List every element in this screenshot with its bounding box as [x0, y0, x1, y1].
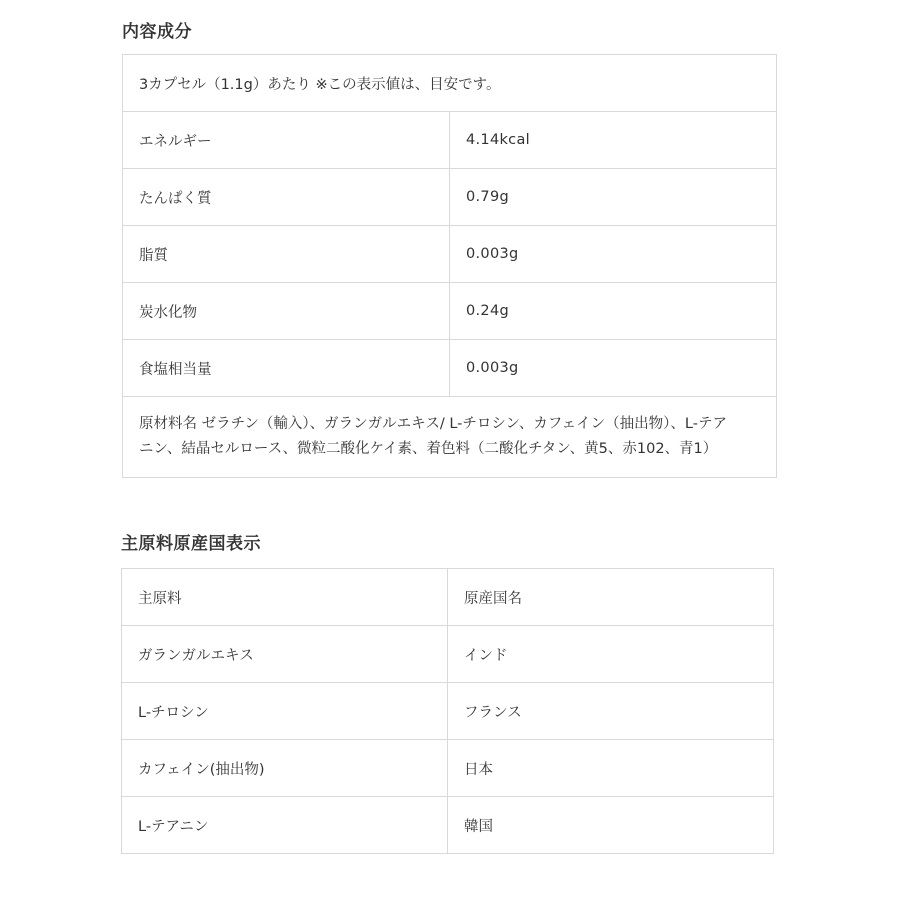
origin-material: L-チロシン: [122, 683, 448, 740]
origin-country: インド: [448, 626, 774, 683]
origin-row: [122, 797, 774, 854]
ingredients-line: 原材料名 ゼラチン（輸入）、ガランガルエキス/ L-チロシン、カフェイン（抽出物）、L-テア: [139, 416, 727, 432]
nutrition-value: 4.14kcal: [450, 112, 777, 169]
nutrition-label: エネルギー: [123, 112, 450, 169]
nutrition-table: [122, 54, 777, 478]
origin-row: [122, 740, 774, 797]
origin-material: ガランガルエキス: [122, 626, 448, 683]
origin-country: 日本: [448, 740, 774, 797]
origin-header-row: [122, 569, 774, 626]
nutrition-section-title: 内容成分: [122, 22, 192, 42]
origin-material: L-テアニン: [122, 797, 448, 854]
nutrition-row-carbohydrate: [123, 283, 777, 340]
nutrition-row-protein: [123, 169, 777, 226]
nutrition-label: たんぱく質: [123, 169, 450, 226]
origin-material: カフェイン(抽出物): [122, 740, 448, 797]
nutrition-value: 0.79g: [450, 169, 777, 226]
nutrition-row-energy: [123, 112, 777, 169]
nutrition-value: 0.003g: [450, 340, 777, 397]
nutrition-label: 炭水化物: [123, 283, 450, 340]
ingredients-text: [123, 397, 777, 478]
origin-section-title: 主原料原産国表示: [121, 534, 261, 554]
nutrition-value: 0.003g: [450, 226, 777, 283]
nutrition-label: 脂質: [123, 226, 450, 283]
nutrition-row-fat: [123, 226, 777, 283]
serving-note-row: [123, 55, 777, 112]
ingredients-line: ニン、結晶セルロース、微粒二酸化ケイ素、着色料（二酸化チタン、黄5、赤102、青1）: [139, 441, 718, 457]
origin-row: [122, 626, 774, 683]
nutrition-row-salt: [123, 340, 777, 397]
serving-note: 3カプセル（1.1g）あたり ※この表示値は、目安です。: [123, 55, 777, 112]
ingredients-row: [123, 397, 777, 478]
origin-country: フランス: [448, 683, 774, 740]
nutrition-value: 0.24g: [450, 283, 777, 340]
origin-header-material: 主原料: [122, 569, 448, 626]
origin-header-country: 原産国名: [448, 569, 774, 626]
origin-row: [122, 683, 774, 740]
nutrition-label: 食塩相当量: [123, 340, 450, 397]
origin-table: [121, 568, 774, 854]
origin-country: 韓国: [448, 797, 774, 854]
